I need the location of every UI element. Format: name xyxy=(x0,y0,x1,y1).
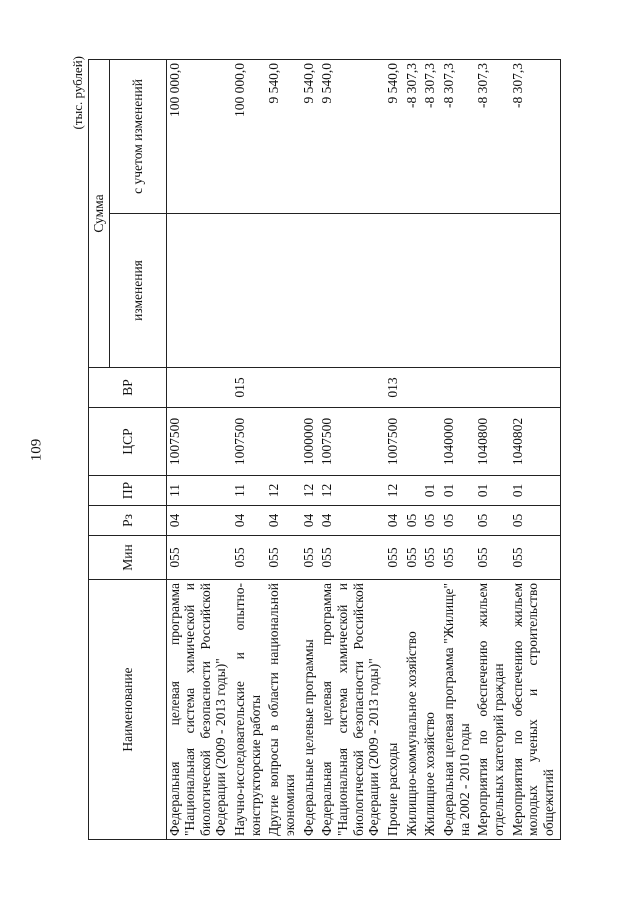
table-row xyxy=(510,59,560,839)
cell-total: 9 540,0 xyxy=(301,59,320,213)
cell-csr xyxy=(422,408,441,476)
cell-pr: 01 xyxy=(475,476,509,506)
cell-min: 055 xyxy=(301,536,320,580)
table-row xyxy=(301,59,320,839)
cell-name: Прочие расходы xyxy=(385,580,404,840)
header-sum-changes: изменения xyxy=(109,214,166,368)
cell-changes xyxy=(475,214,509,368)
cell-name: Жилищно-коммунальное хозяйство xyxy=(404,580,423,840)
cell-pr xyxy=(404,476,423,506)
cell-changes xyxy=(232,214,266,368)
table-row xyxy=(404,59,423,839)
cell-csr: 1000000 xyxy=(301,408,320,476)
cell-total: -8 307,3 xyxy=(475,59,509,213)
table-row xyxy=(232,59,266,839)
cell-pr: 01 xyxy=(422,476,441,506)
cell-rz: 04 xyxy=(266,506,300,536)
cell-rz: 04 xyxy=(166,506,232,536)
cell-pr: 01 xyxy=(510,476,560,506)
cell-csr: 1007500 xyxy=(319,408,385,476)
cell-pr: 12 xyxy=(266,476,300,506)
cell-min: 055 xyxy=(510,536,560,580)
cell-rz: 05 xyxy=(422,506,441,536)
cell-name: Федеральные целевые программы xyxy=(301,580,320,840)
cell-min: 055 xyxy=(404,536,423,580)
cell-total: 9 540,0 xyxy=(385,59,404,213)
header-vr: ВР xyxy=(89,368,167,408)
cell-csr: 1007500 xyxy=(385,408,404,476)
cell-min: 055 xyxy=(319,536,385,580)
cell-changes xyxy=(301,214,320,368)
cell-changes xyxy=(510,214,560,368)
cell-changes xyxy=(404,214,423,368)
cell-total: -8 307,3 xyxy=(510,59,560,213)
cell-csr: 1040000 xyxy=(441,408,475,476)
cell-vr xyxy=(475,368,509,408)
cell-pr: 01 xyxy=(441,476,475,506)
table-row xyxy=(319,59,385,839)
cell-vr xyxy=(404,368,423,408)
cell-csr: 1040800 xyxy=(475,408,509,476)
header-rz: Рз xyxy=(89,506,167,536)
cell-name: Жилищное хозяйство xyxy=(422,580,441,840)
table-row xyxy=(441,59,475,839)
header-name: Наименование xyxy=(89,580,167,840)
cell-vr xyxy=(301,368,320,408)
cell-total: -8 307,3 xyxy=(422,59,441,213)
header-min: Мин xyxy=(89,536,167,580)
cell-changes xyxy=(166,214,232,368)
cell-csr xyxy=(404,408,423,476)
cell-name: Мероприятия по обеспечению жильем молодых ученых и строительство общежитий xyxy=(510,580,560,840)
cell-changes xyxy=(441,214,475,368)
cell-pr: 11 xyxy=(232,476,266,506)
cell-changes xyxy=(319,214,385,368)
cell-changes xyxy=(266,214,300,368)
cell-vr xyxy=(166,368,232,408)
cell-rz: 05 xyxy=(475,506,509,536)
cell-name: Мероприятия по обеспечению жильем отдельных категорий граждан xyxy=(475,580,509,840)
cell-min: 055 xyxy=(475,536,509,580)
cell-name: Федеральная целевая программа "Жилище" на 2002 - 2010 годы xyxy=(441,580,475,840)
cell-pr: 11 xyxy=(166,476,232,506)
header-sum: Сумма xyxy=(89,59,110,367)
cell-csr: 1007500 xyxy=(232,408,266,476)
cell-vr xyxy=(510,368,560,408)
cell-csr: 1007500 xyxy=(166,408,232,476)
cell-min: 055 xyxy=(266,536,300,580)
cell-vr: 013 xyxy=(385,368,404,408)
cell-vr: 015 xyxy=(232,368,266,408)
cell-total: -8 307,3 xyxy=(441,59,475,213)
cell-vr xyxy=(441,368,475,408)
cell-pr: 12 xyxy=(301,476,320,506)
cell-min: 055 xyxy=(166,536,232,580)
units-note: (тыс. рублей) xyxy=(70,56,85,130)
table-row xyxy=(475,59,509,839)
cell-min: 055 xyxy=(232,536,266,580)
cell-vr xyxy=(266,368,300,408)
cell-min: 055 xyxy=(385,536,404,580)
cell-name: Другие вопросы в области национальной экономики xyxy=(266,580,300,840)
budget-table xyxy=(88,59,561,840)
cell-rz: 04 xyxy=(385,506,404,536)
cell-csr: 1040802 xyxy=(510,408,560,476)
cell-name: Научно-исследовательские и опытно-конструкторские работы xyxy=(232,580,266,840)
cell-min: 055 xyxy=(441,536,475,580)
header-csr: ЦСР xyxy=(89,408,167,476)
cell-rz: 04 xyxy=(301,506,320,536)
cell-pr: 12 xyxy=(319,476,385,506)
cell-rz: 05 xyxy=(404,506,423,536)
cell-rz: 04 xyxy=(319,506,385,536)
cell-vr xyxy=(422,368,441,408)
cell-pr: 12 xyxy=(385,476,404,506)
header-row-1 xyxy=(89,59,110,839)
header-sum-with-changes: с учетом изменений xyxy=(109,59,166,213)
cell-name: Федеральная целевая программа "Национальная система химической и биологической безопасности Российской Федерации (2009 - 2013 годы)" xyxy=(166,580,232,840)
table-row xyxy=(385,59,404,839)
cell-rz: 05 xyxy=(510,506,560,536)
table-row xyxy=(422,59,441,839)
cell-rz: 05 xyxy=(441,506,475,536)
cell-vr xyxy=(319,368,385,408)
table-row xyxy=(166,59,232,839)
table-body xyxy=(166,59,560,839)
table-row xyxy=(266,59,300,839)
cell-total: -8 307,3 xyxy=(404,59,423,213)
page-number: 109 xyxy=(28,438,45,462)
cell-changes xyxy=(385,214,404,368)
cell-name: Федеральная целевая программа "Национальная система химической и биологической безопасности Российской Федерации (2009 - 2013 годы)" xyxy=(319,580,385,840)
cell-changes xyxy=(422,214,441,368)
cell-total: 9 540,0 xyxy=(266,59,300,213)
cell-min: 055 xyxy=(422,536,441,580)
cell-rz: 04 xyxy=(232,506,266,536)
rotated-page-content xyxy=(70,50,610,850)
header-pr: ПР xyxy=(89,476,167,506)
cell-total: 9 540,0 xyxy=(319,59,385,213)
cell-csr xyxy=(266,408,300,476)
cell-total: 100 000,0 xyxy=(166,59,232,213)
cell-total: 100 000,0 xyxy=(232,59,266,213)
